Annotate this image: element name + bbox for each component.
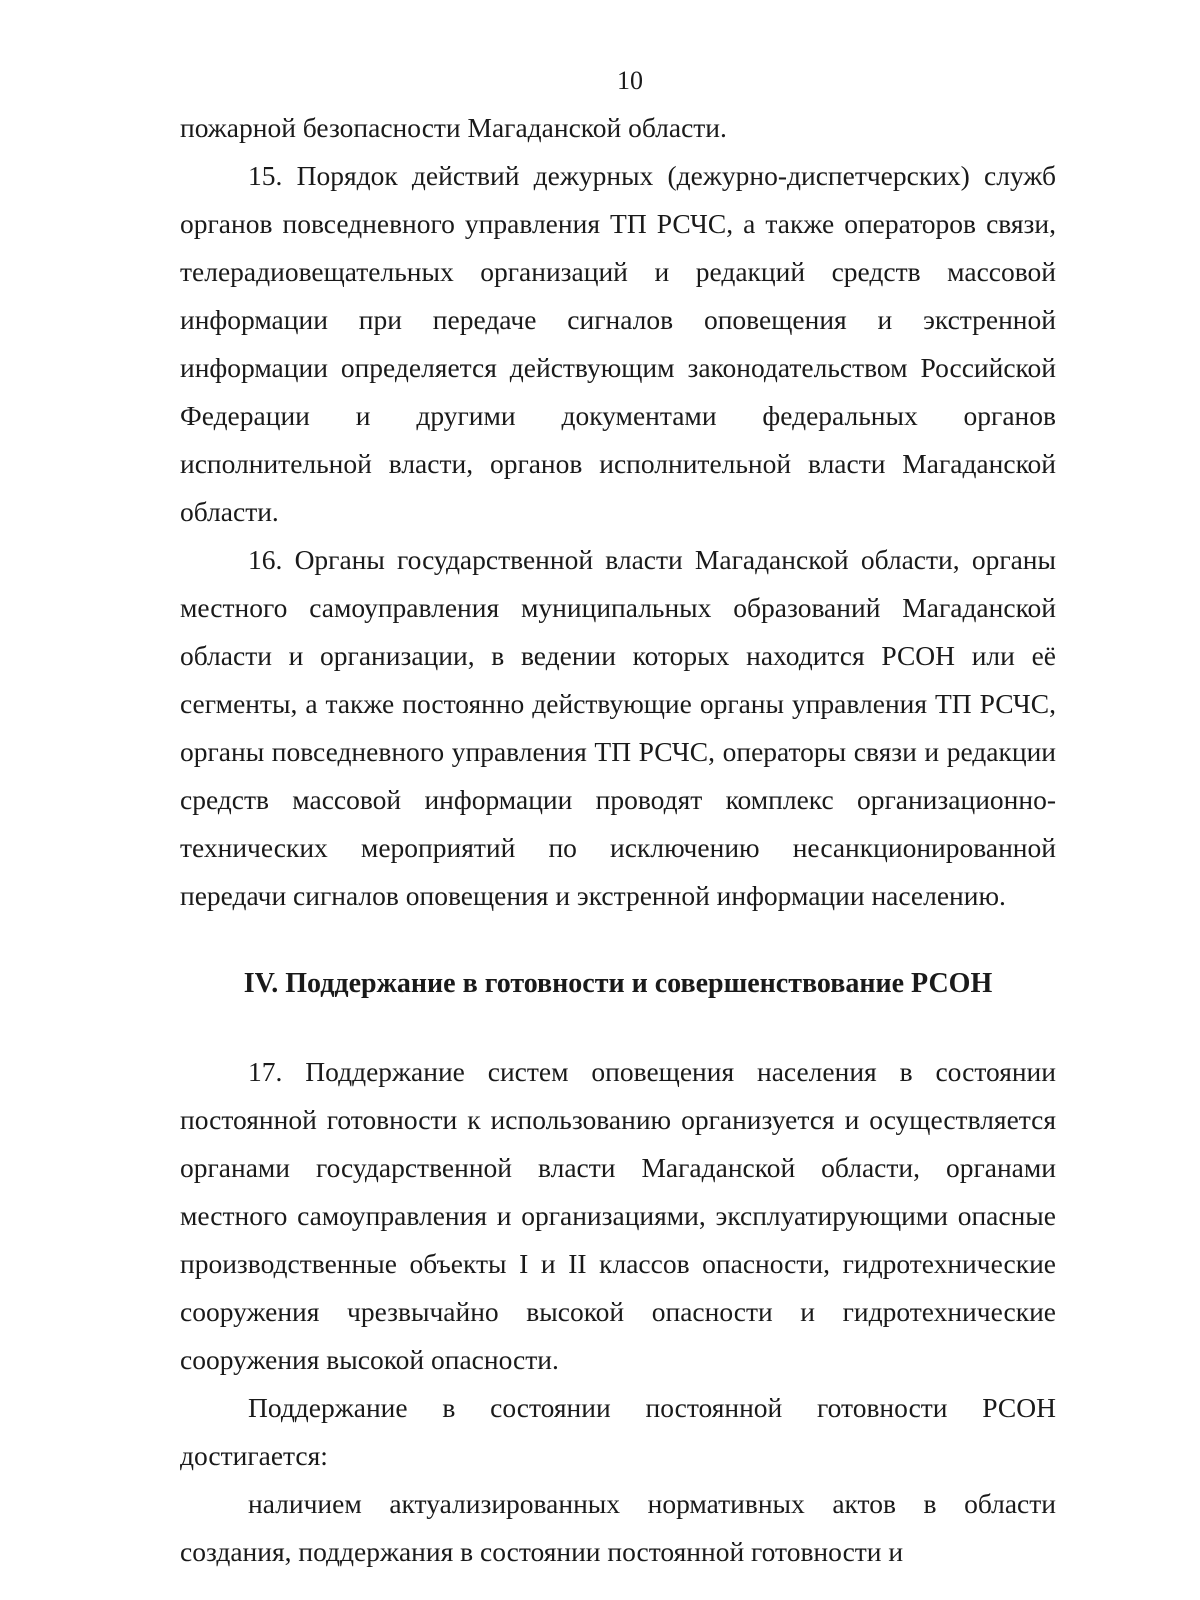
paragraph-15: 15. Порядок действий дежурных (дежурно-диспетчерских) служб органов повседневного управления ТП РСЧС, а также операторов связи, телерадиовещательных организаций и редакций средств массовой информации при передаче сигналов оповещения и экстренной информации определяется действующим законодательством Российской Федерации и другими документами федеральных органов исполнительной власти, органов исполнительной власти Магаданской области.	[180, 160, 1056, 527]
section-heading: IV. Поддержание в готовности и совершенствование РСОН	[243, 968, 993, 999]
paragraph-17: 17. Поддержание систем оповещения населения в состоянии постоянной готовности к использованию организуется и осуществляется органами государственной власти Магаданской области, органами местного самоуправления и организациями, эксплуатирующими опасные производственные объекты I и II классов опасности, гидротехнические сооружения чрезвычайно высокой опасности и гидротехнические сооружения высокой опасности.	[180, 1056, 1056, 1375]
page-number: 10	[617, 66, 643, 95]
paragraph-list-item: наличием актуализированных нормативных актов в области создания, поддержания в состоянии постоянной готовности и	[180, 1488, 1056, 1567]
paragraph-continuation: пожарной безопасности Магаданской области.	[180, 112, 727, 143]
document-body	[180, 104, 1056, 1576]
paragraph-readiness: Поддержание в состоянии постоянной готовности РСОН достигается:	[180, 1392, 1056, 1471]
paragraph-16: 16. Органы государственной власти Магаданской области, органы местного самоуправления муниципальных образований Магаданской области и организации, в ведении которых находится РСОН или её сегменты, а также постоянно действующие органы управления ТП РСЧС, органы повседневного управления ТП РСЧС, операторы связи и редакции средств массовой информации проводят комплекс организационно-технических мероприятий по исключению несанкционированной передачи сигналов оповещения и экстренной информации населению.	[180, 544, 1056, 911]
